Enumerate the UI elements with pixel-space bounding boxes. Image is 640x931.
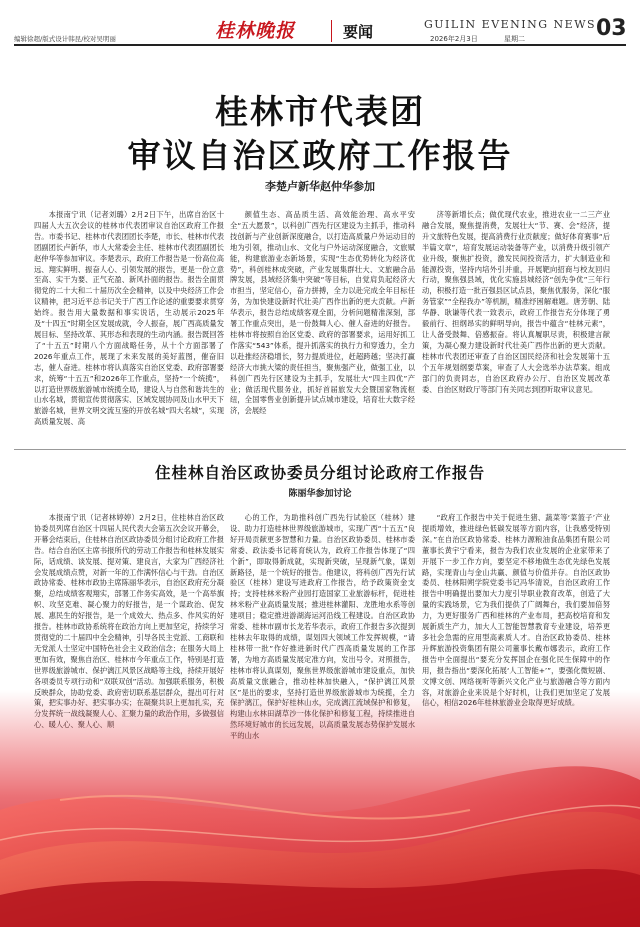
article1-title-line1: 桂林市代表团 (215, 92, 425, 131)
article2-column-3-text: “政府工作报告中关于促进生猪、蔬菜等‘菜篮子’产业提质增效，推进绿色低碳发展等方面内容，让我感受特别深。”在自治区政协常委、桂林力源粮油食品集团有限公司董事长黄宇宁看来，报告为我们农业发展的企业家带来了开展下一步工作方向，要坚定不移地做生态优先绿色发展路，实现青山与金山共赢、颜值与价值并存。自治区政协委员、桂林阳朔学院党委书记冯华清说，自治区政府工作报告中明确提出要加大力度引导职业教育改革，创造了大量的实践场景，它为我们提供了广阔舞台，我们要加倍努力，为更好服务广西和桂林的产业布局，把高校培育和发展新质生产力，加大人工智能智慧教育专业建设，培养更多社会急需的应用型高素质人才。自治区政协委员、桂林升辉旅游投资集团有限公司董事长戴布娜表示，政府工作报告中全面提出“要充分发挥国企在强化民生保障中的作用，报告指出“要深化拓展‘人工智能+’”，要强化微短剧、文博文创、网络视听等新兴文化产业与旅游融合等方面内 (422, 513, 610, 686)
article2-column-1-text: 本报南宁讯（记者林婷婷）2月2日，住桂林自治区政协委员列席自治区十四届人民代表大会第五次会议开幕会，开幕会结束后，住桂林自治区政协委员分组讨论政府工作报告。结合自治区主席书报所代的劳动工作报告和桂林发展实际，话成绩、谈发展、提对策、建良言，大家为广西经济社会发展成绩点赞，对新一年的工作满怀信心与干劲。自治区政协常委、桂林市政协主席陈丽华表示，自治区政府充分凝聚，总结成绩客观翔实，部署工作务实高效，是一个高举旗帜、攻坚克难、凝心聚力的好报告，是一个谋政治、促发展、惠民生的好报告，是一个成效大、热点多、作风实的好报告。桂林市政协系统将在政治方向上更加坚定，持续学习贯彻党的二十届四中全会精神，引导各民主党派、工商联和无党派人士坚定中国特色社会主义政治信念；在服务大局上更加有效，聚焦自治区、桂林市今年重点工作，特别是打造世界级旅游城市、保护漓江风景区战略等主线，持续开展好各项委员专项行动和“双联双创”活动。加强联系服务，积极 (34, 513, 224, 686)
article1-title-line2: 审议自治区政府工作报告 (127, 136, 513, 175)
article2-column-2-text: 心的工作，为助推科创广西先行试验区（桂林）建设、助力打造桂林世界级旅游城市，实现广西“十五五”良好开局贡献更多智慧和力量。自治区政协委员、桂林市委常委、政法委书记蒋育统认为，政府工作报告体现了“四个新”，即取得新成就，实现新突破，呈现新气象，谋划新路径，是一个统好的报告。他建议，将科创广西先行试验区（桂林）建设写进政府工作报告，给予政策资金支持；支持桂林米粉产业园打造国家工业旅游标杆，促进桂林米粉产业高质量发展；推进桂林灌阳、龙胜地水系等创建项目；稳定推进游湖海运河沿线工程建设。自治区政协常委、桂林市副市长龙若华表示，政府工作报告多次提到桂林去年取得的成绩，谋划四大领域工作发挥规模，“请桂林带一批”作好推进新时代广西高质量发展的工作部署，为地方高质量发展定准方向，发出号令。对照报告，桂林市将认真谋划，聚焦世界级旅游城市建设重点，加快高质量文旅融合，推动桂林加快融入，“保护漓江风景 (230, 513, 415, 686)
article2-title: 住桂林自治区政协委员分组讨论政府工作报告 (154, 464, 485, 482)
article1-column-3 (422, 210, 610, 442)
masthead-divider (331, 20, 332, 42)
paper-logo: 桂林晚报 (215, 20, 296, 42)
article1-column-1 (34, 210, 224, 442)
decorative-flag-banner (0, 690, 640, 927)
editor-line: 编辑徐超/版式设计韩昆/校对吴明丽 (14, 35, 116, 43)
issue-date: 2026年2月3日 (430, 35, 478, 43)
article1-column-2 (230, 210, 415, 442)
flag-wave-graphic (0, 690, 640, 927)
masthead (0, 0, 640, 46)
issue-weekday: 星期二 (504, 35, 525, 43)
article1-column-2-text: 颜值生态、高品质生活、高效能治理、高水平安全“五大愿景”，以科创广西先行区建设为主抓手，推动科技创新与产业创新深度融合，以打造高质量户外运动目的地为引领，推动山水、文化与户外运动深度融合，文旅赋能，构建旅游业态新场景，实现“生态优势转化为经济优势”，科创桂林成突破，产业发展集群壮大、文旅融合品牌发展，县域经济集中突破“等目标，自觉肩负起经济大市担当，坚定信心，奋力拼搏，全力以赴完成全年目标任务，为加快建设新时代壮美广西作出新的更大贡献。卢新华表示，报告总结成绩客观全面，分析问题精准深刻，部署工作重点突出，是一份鼓舞人心、催人奋进的好报告。桂林市将按照自治区党委、政府的部署要求，运用好抓工作落实“543”体系，提升抓落实的执行力和穿透力，全力以赴推经济稳增长，努力提质进位，赶超跨越；坚决打赢经济大市挑大梁的责任担当，聚焦强产业，做强工业，以科创广西先行区建设为主抓手，发展壮大“四主四优”产业；做活现代服务业，抓好首届旅发大会暨国家物流枢纽，全国零售业创新提升试点城市建设，培育壮大数字经济，会展经 (230, 210, 415, 416)
article1-column-3-text: 济等新增长点；做优现代农业，推进农业一二三产业融合发展，聚焦提消费，发展壮大“节、赛、会”经济，提升文旅特色发展，提高消费行业贡献度；做好体育赛事“后半篇文章”，培育发展运动装备等产业，以消费升级引领产业升级，聚焦扩投资，激发民间投资活力，扩大制造业和能源投资，坚持内培外引并重，开展靶向招商与校友回归行动，聚焦强县域，优化实施县城经济“创先争优”三年行动，积极打造一批百强县区试点县，聚焦优服务，深化“服务管家”“全程我办”等机制，精准纾困解难题。唐芳朝、陆华静、耿谦等代表一致表示，政府工作报告充分体现了勇毅前行、担纲昂实的鲜明导向，报告中蕴含“桂林元素”，让人备受鼓舞、倍感振奋。将认真履职尽责，积极建言献策，为凝心聚力建设新时代壮美广西作出新的更大贡献。桂林市代表团还审查了自治区国民经济和社会发展第十五个五年规划纲要草案，审查了人大会选举办法草案。组成部门的负责同志，自治区政府办公厅、自治区发展改革委、自治区财政厅等部门有关同志到团听取审议意见。 (422, 210, 610, 394)
article1-byline: 李楚卢新华赵仲华参加 (265, 180, 375, 193)
paper-english-name: GUILIN EVENING NEWS (424, 18, 597, 31)
article2-byline: 陈丽华参加讨论 (288, 489, 352, 499)
page-number: 03 (596, 16, 627, 41)
header-rule (14, 44, 626, 46)
article1-column-1-text: 本报南宁讯（记者刘璐）2月2日下午，出席自治区十四届人大五次会议的桂林市代表团审议自治区政府工作报告。市委书记、桂林市代表团团长李楚，市长、桂林市代表团副团长卢新华，市人大常委会主任、桂林市代表团副团长赵仲华等参加审议。李楚表示，政府工作报告是一份高位高远、翔实鲜明、振奋人心、引领发展的报告，更是一份立意至高、实干为要、正气充盈、新风扑面的报告。报告全面贯彻党的二十大和二十届历次全会精神，以及中央经济工作会议精神，把习近平总书记关于广西工作论述的重要要求贯穿始终。报告用大量数据和事实说话，生动展示2025年及“十四五”时期全区发展成就，令人振奋，展广西高质量发展目标、坚持改革、其形态和表现的生动内涵。报告既回答了“十五五”时期八个方面战略任务，从十个方面部署了2026年重点工作，展现了未来发展的美好蓝图，催奋旧志，催人奋进。桂林市将认真落实自治区党委、政府部署要求，统筹“十五五”和2026年工作重点，坚持“一个统揽”，以打造世界级旅游城市统揽全局，建设人与自然和谐共生的山水名城，贯彻宣传贯彻落实、区域发展协同及山水甲天下旅游名城，世界文明交流互鉴的开放名城“四大名城”，实现高质量发展、高 (34, 210, 224, 427)
article2-column-3 (422, 513, 610, 698)
section-name: 要闻 (343, 23, 374, 41)
article-divider (14, 449, 626, 450)
